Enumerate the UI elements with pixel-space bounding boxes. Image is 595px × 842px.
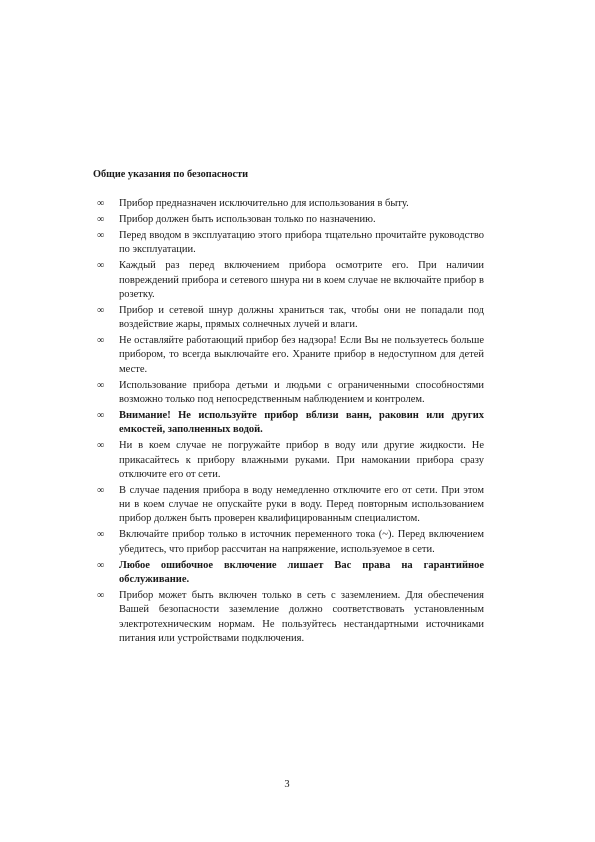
list-item-text: Перед вводом в эксплуатацию этого прибора тщательно прочитайте руководство по эксплуатации.: [119, 229, 484, 256]
list-item: [97, 334, 484, 377]
list-item-text: Использование прибора детьми и людьми с ограниченными способностями возможно только под непосредственным наблюдением и контролем.: [119, 379, 484, 405]
bullet-icon: ∞: [97, 484, 105, 496]
bullet-icon: ∞: [97, 559, 105, 571]
list-item-text: В случае падения прибора в воду немедленно отключите его от сети. При этом ни в коем случае не опускайте руки в воду. Перед повторным использованием прибор должен быть проверен квалифицированным специалистом.: [119, 484, 484, 525]
safety-instructions-list: [97, 197, 484, 648]
list-item: [97, 259, 484, 302]
list-item-text: Прибор и сетевой шнур должны храниться так, чтобы они не попадали под воздействие жары, прямых солнечных лучей и влаги.: [119, 304, 484, 331]
list-item: [97, 589, 484, 646]
list-item: [97, 379, 484, 408]
bullet-icon: ∞: [97, 529, 105, 541]
list-item-text: Ни в коем случае не погружайте прибор в воду или другие жидкости. Не прикасайтесь к прибору влажными руками. При намокании прибора сразу отключите его от сети.: [119, 440, 484, 480]
list-item-text: Любое ошибочное включение лишает Вас права на гарантийное обслуживание.: [119, 559, 484, 585]
list-item-text: Прибор должен быть использован только по назначению.: [119, 213, 376, 225]
list-item-text: Включайте прибор только в источник переменного тока (~). Перед включением убедитесь, что прибор рассчитан на напряжение, используемое в сети.: [119, 529, 484, 555]
list-item: [97, 528, 484, 557]
bullet-icon: ∞: [97, 304, 105, 316]
list-item: [97, 229, 484, 258]
warning-list-item: [97, 409, 484, 438]
bullet-icon: ∞: [97, 198, 105, 209]
bullet-icon: ∞: [97, 213, 105, 225]
list-item-text: Прибор предназначен исключительно для использования в быту.: [119, 198, 409, 209]
bullet-icon: ∞: [97, 229, 105, 241]
warning-list-item: [97, 559, 484, 588]
list-item: [97, 213, 484, 227]
bullet-icon: ∞: [97, 260, 105, 272]
list-item-text: Внимание! Не используйте прибор вблизи ванн, раковин или других емкостей, заполненных водой.: [119, 409, 484, 436]
bullet-icon: ∞: [97, 440, 105, 452]
bullet-icon: ∞: [97, 335, 105, 347]
page-number: 3: [284, 779, 290, 790]
bullet-icon: ∞: [97, 409, 105, 421]
list-item: [97, 484, 484, 527]
bullet-icon: ∞: [97, 379, 105, 391]
list-item-text: Каждый раз перед включением прибора осмотрите его. При наличии повреждений прибора и сетевого шнура ни в коем случае не включайте прибор в розетку.: [119, 260, 484, 300]
list-item-text: Прибор может быть включен только в сеть с заземлением. Для обеспечения Вашей безопасности заземление должно соответствовать установленным электротехническим нормам. Не пользуйтесь нестандартными источниками питания или устройствами подключения.: [119, 589, 484, 644]
section-title: Общие указания по безопасности: [93, 169, 249, 180]
list-item: [97, 439, 484, 482]
list-item: [97, 197, 484, 211]
bullet-icon: ∞: [97, 589, 105, 601]
list-item-text: Не оставляйте работающий прибор без надзора! Если Вы не пользуетесь больше прибором, то всегда выключайте его. Храните прибор в недоступном для детей месте.: [119, 335, 484, 375]
list-item: [97, 304, 484, 333]
